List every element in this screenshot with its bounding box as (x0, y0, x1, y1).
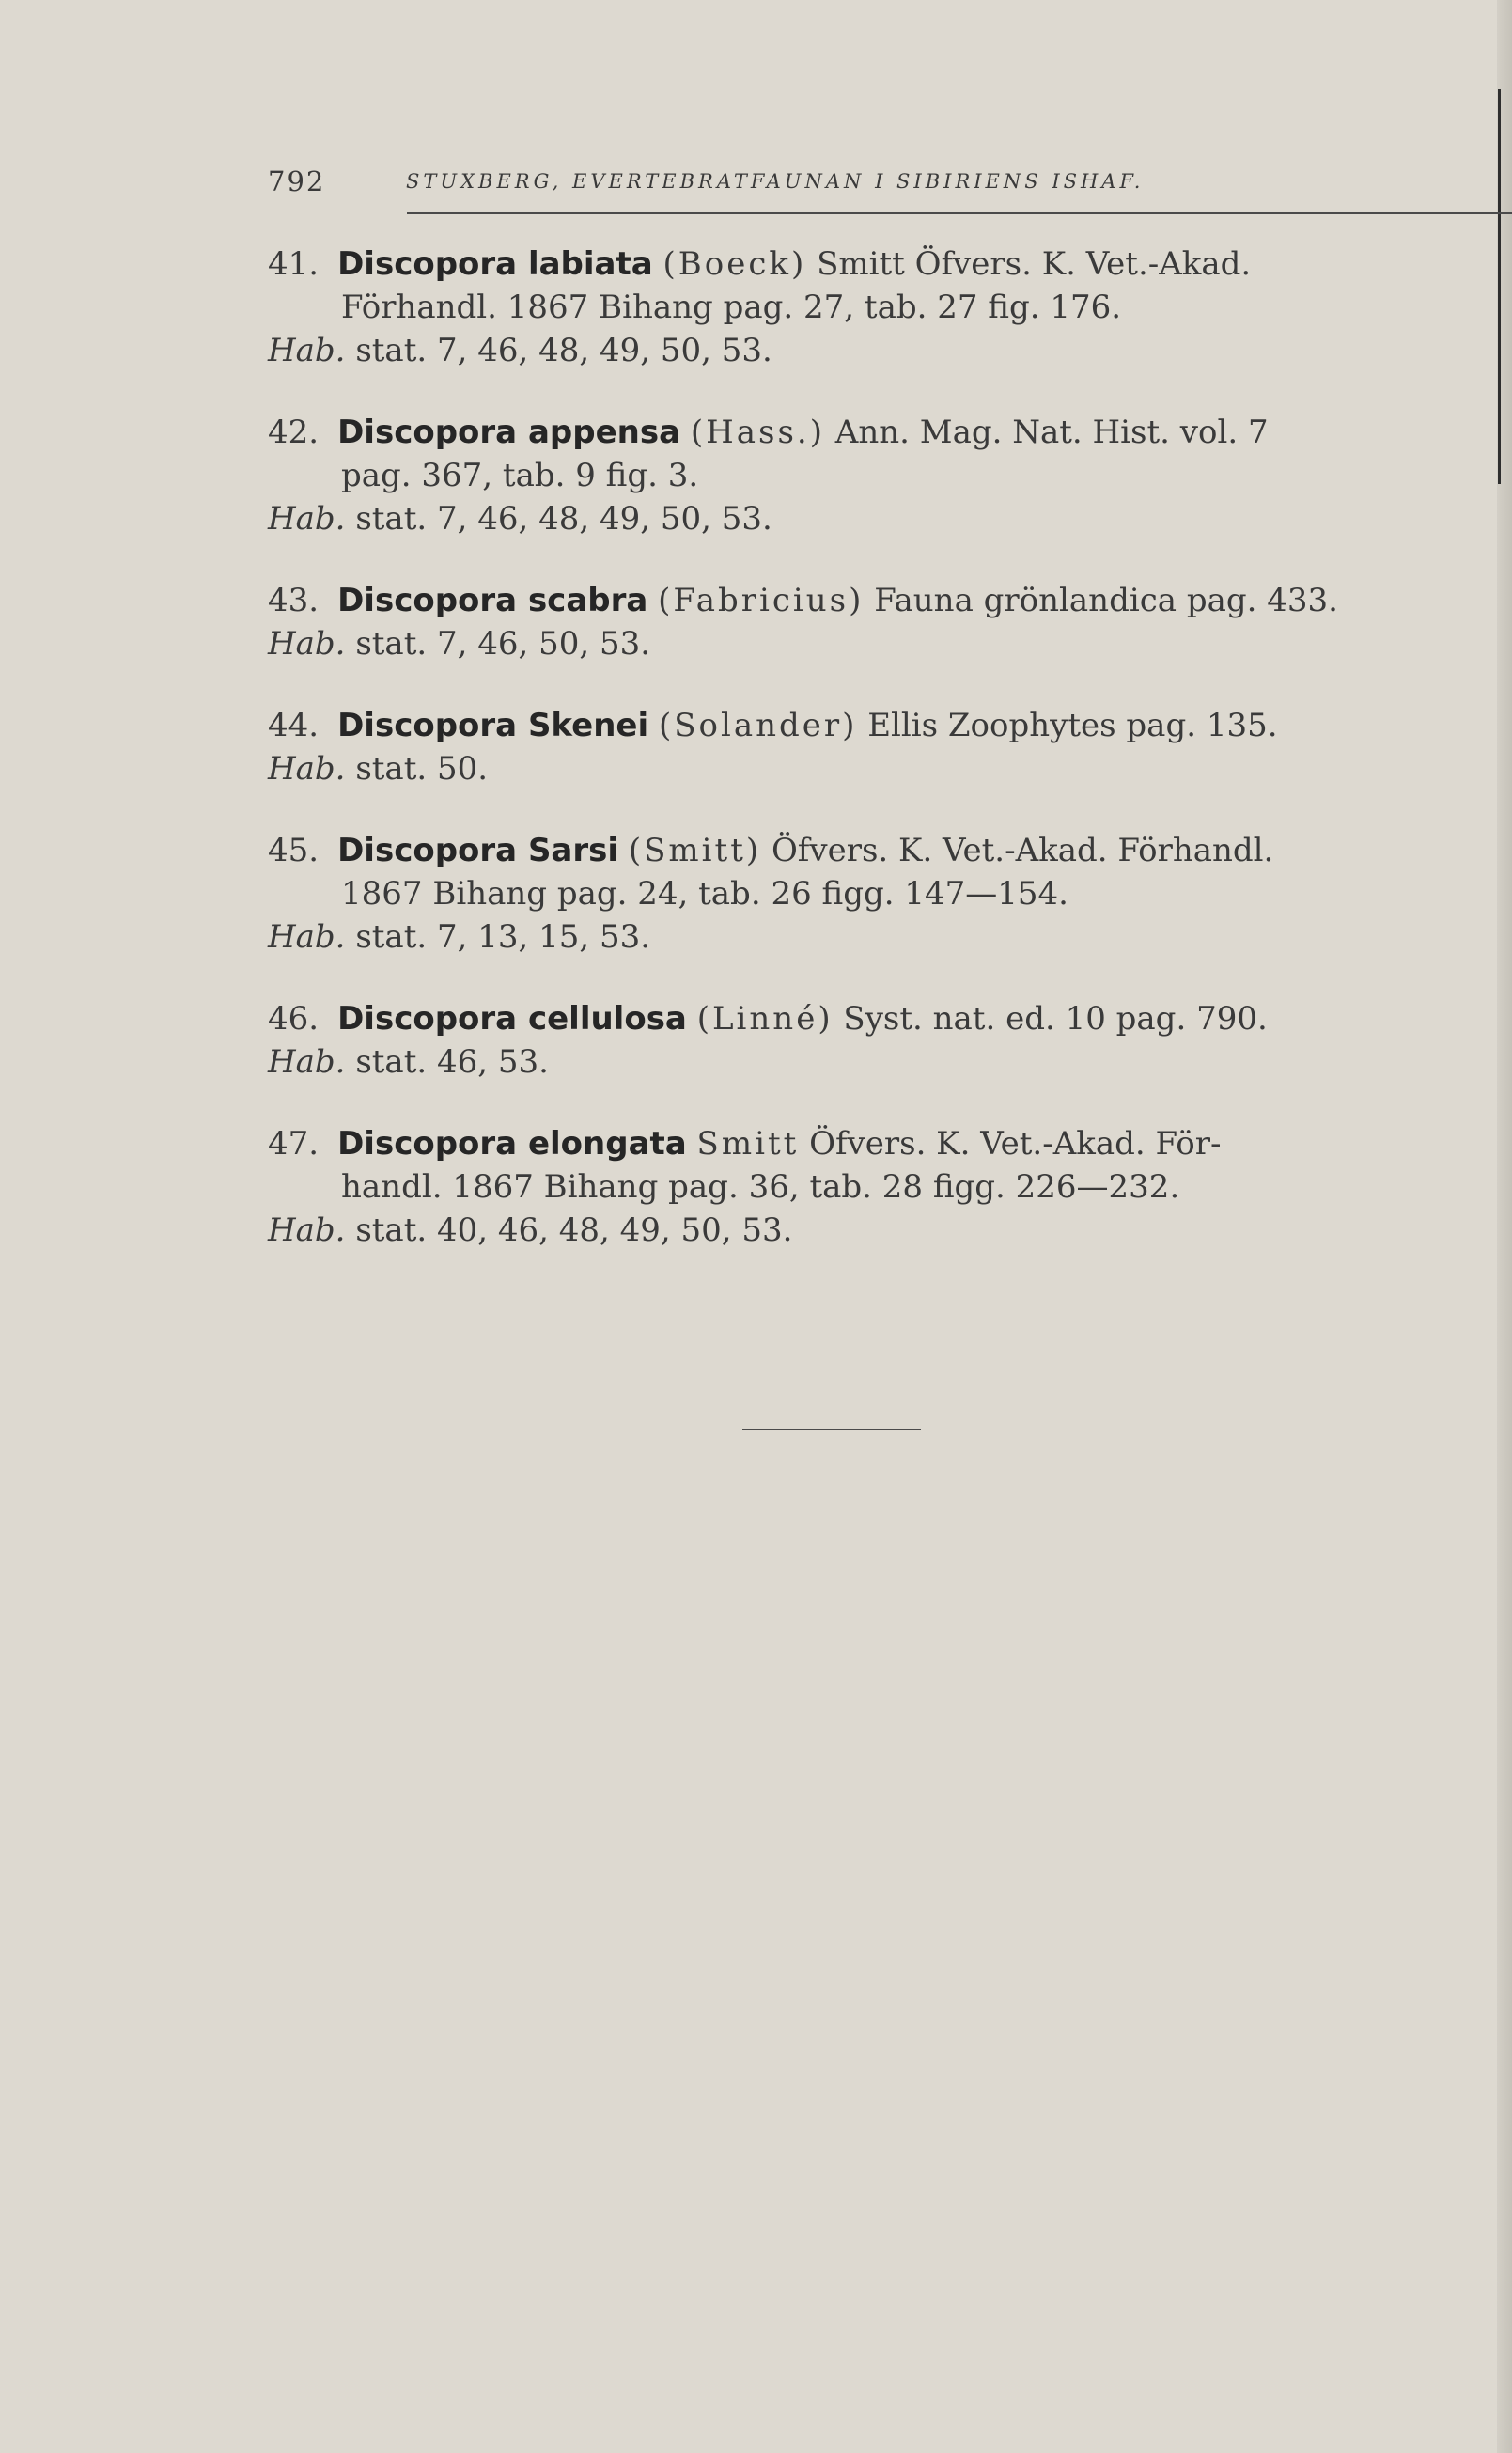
habitat-line (268, 915, 1395, 959)
species-entry-46 (268, 997, 1395, 1084)
entry-number: 42. (268, 414, 320, 451)
citation: Ellis Zoophytes pag. 135. (867, 707, 1278, 744)
entry-number: 46. (268, 1000, 320, 1038)
entry-first-line (268, 704, 1395, 747)
species-name: Discopora Sarsi (337, 832, 619, 869)
species-author: (Hass.) (690, 414, 825, 451)
habitat-line (268, 622, 1395, 665)
species-name: Discopora labiata (337, 245, 653, 283)
header-rule (407, 212, 1512, 214)
page-number: 792 (268, 165, 326, 197)
page-header (268, 165, 1377, 216)
entry-number: 44. (268, 707, 320, 744)
entry-first-line (268, 242, 1395, 286)
species-name: Discopora cellulosa (337, 1000, 687, 1038)
entry-first-line (268, 411, 1395, 454)
running-title: STUXBERG, EVERTEBRATFAUNAN I SIBIRIENS ISHAF. (406, 170, 1145, 193)
habitat-label: Hab. (268, 500, 346, 538)
species-name: Discopora scabra (337, 582, 648, 619)
habitat-line (268, 1209, 1395, 1252)
entry-first-line (268, 1122, 1395, 1165)
citation: Fauna grönlandica pag. 433. (874, 582, 1338, 619)
habitat-label: Hab. (268, 750, 346, 788)
citation: Öfvers. K. Vet.-Akad. För- (809, 1125, 1222, 1163)
habitat-label: Hab. (268, 625, 346, 663)
species-name: Discopora appensa (337, 414, 681, 451)
habitat-label: Hab. (268, 332, 346, 369)
species-author: (Smitt) (628, 832, 762, 869)
habitat-stations: stat. 7, 46, 48, 49, 50, 53. (355, 332, 772, 369)
habitat-label: Hab. (268, 1211, 346, 1249)
species-entry-41 (268, 242, 1395, 372)
entry-number: 41. (268, 245, 320, 283)
species-author: (Fabricius) (658, 582, 865, 619)
citation: Ann. Mag. Nat. Hist. vol. 7 (834, 414, 1269, 451)
habitat-line (268, 329, 1395, 372)
entry-first-line (268, 579, 1395, 622)
entry-first-line (268, 829, 1395, 872)
species-name: Discopora Skenei (337, 707, 649, 744)
entry-number: 47. (268, 1125, 320, 1163)
habitat-stations: stat. 7, 46, 50, 53. (355, 625, 651, 663)
citation: Syst. nat. ed. 10 pag. 790. (843, 1000, 1268, 1038)
citation-continuation: pag. 367, tab. 9 fig. 3. (341, 457, 699, 494)
citation-continuation: 1867 Bihang pag. 24, tab. 26 figg. 147—154. (341, 875, 1068, 913)
habitat-stations: stat. 7, 13, 15, 53. (355, 918, 651, 956)
habitat-stations: stat. 40, 46, 48, 49, 50, 53. (355, 1211, 793, 1249)
habitat-line (268, 747, 1395, 790)
habitat-line (268, 497, 1395, 540)
citation-continuation: handl. 1867 Bihang pag. 36, tab. 28 figg. 226—232. (341, 1168, 1180, 1206)
habitat-label: Hab. (268, 1043, 346, 1081)
habitat-stations: stat. 46, 53. (355, 1043, 549, 1081)
habitat-stations: stat. 7, 46, 48, 49, 50, 53. (355, 500, 772, 538)
species-entry-43 (268, 579, 1395, 665)
species-author: Smitt (696, 1125, 800, 1163)
species-author: (Boeck) (662, 245, 807, 283)
citation: Smitt Öfvers. K. Vet.-Akad. (817, 245, 1252, 283)
species-list (268, 242, 1395, 1290)
species-author: (Solander) (658, 707, 858, 744)
entry-number: 43. (268, 582, 320, 619)
section-end-rule (742, 1429, 921, 1430)
species-entry-47 (268, 1122, 1395, 1252)
habitat-stations: stat. 50. (355, 750, 489, 788)
entry-number: 45. (268, 832, 320, 869)
habitat-line (268, 1040, 1395, 1084)
species-entry-42 (268, 411, 1395, 540)
species-name: Discopora elongata (337, 1125, 687, 1163)
entry-first-line (268, 997, 1395, 1040)
species-entry-45 (268, 829, 1395, 959)
citation: Öfvers. K. Vet.-Akad. Förhandl. (771, 832, 1274, 869)
page-edge-shadow (1498, 89, 1501, 484)
species-author: (Linné) (696, 1000, 834, 1038)
habitat-label: Hab. (268, 918, 346, 956)
species-entry-44 (268, 704, 1395, 790)
citation-continuation: Förhandl. 1867 Bihang pag. 27, tab. 27 fig. 176. (341, 289, 1122, 326)
